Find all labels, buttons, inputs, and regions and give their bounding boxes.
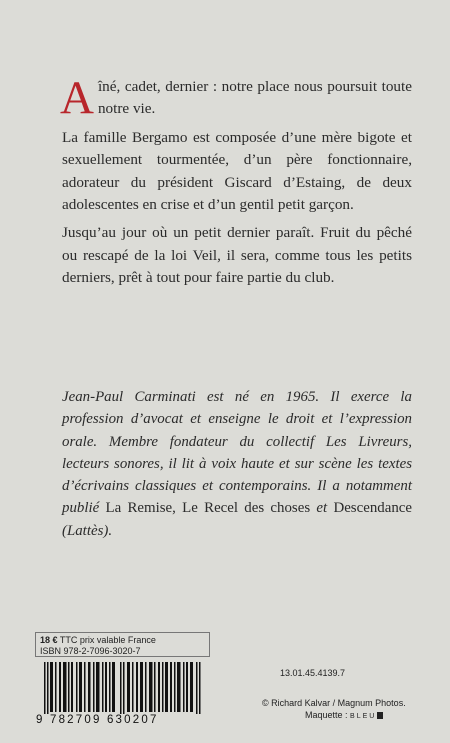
catalog-code: 13.01.45.4139.7	[280, 668, 346, 678]
credits	[262, 697, 427, 723]
author-bio-text: Jean-Paul Carminati est né en 1965. Il exerce la profession d’avocat et enseigne le droit et l’expression orale. Membre fondateur du collectif Les Livreurs, lecteurs sonores, il lit à voix haute et sur scène les textes d’écrivains classiques et contemporains. Il a notamment publié	[62, 389, 412, 517]
maquette-label: Maquette :	[305, 710, 348, 720]
barcode-number: 9 782709 630207	[36, 714, 212, 726]
maquette-name: BLEU	[350, 713, 377, 720]
author-bio	[62, 386, 412, 542]
price-line	[40, 635, 205, 646]
author-bio-and: et	[316, 500, 328, 517]
blurb-paragraph-2: La famille Bergamo est composée d’une mère bigote et sexuellement tourmentée, d’un père fonctionnaire, adorateur du président Giscard d’Estaing, de deux adolescentes en crise et d’un gentil petit garçon.	[62, 128, 412, 214]
blurb-paragraph-1	[60, 72, 412, 124]
price-box	[35, 632, 210, 657]
drop-cap: A	[60, 72, 94, 124]
author-bio-publisher: (Lattès).	[62, 522, 113, 539]
bleu-square-icon	[377, 712, 383, 719]
isbn: ISBN 978-2-7096-3020-7	[40, 646, 141, 656]
author-bio-title-2: Descendance	[333, 500, 412, 517]
maquette-credit	[262, 709, 427, 723]
blurb-paragraph-3: Jusqu’au jour où un petit dernier paraît. Fruit du pêché ou rescapé de la loi Veil, il sera, comme tous les petits derniers, prêt à tout pour faire partie du club.	[62, 224, 412, 287]
price-label: TTC prix valable France	[59, 635, 156, 645]
author-bio-title-1: La Remise, Le Recel des choses	[105, 500, 311, 517]
photo-credit: © Richard Kalvar / Magnum Photos.	[262, 698, 406, 708]
price-amount: 18 €	[40, 635, 58, 645]
back-cover-blurb	[60, 72, 412, 296]
blurb-paragraph-1-text: îné, cadet, dernier : notre place nous poursuit toute notre vie.	[97, 78, 412, 118]
barcode-image	[36, 662, 212, 718]
